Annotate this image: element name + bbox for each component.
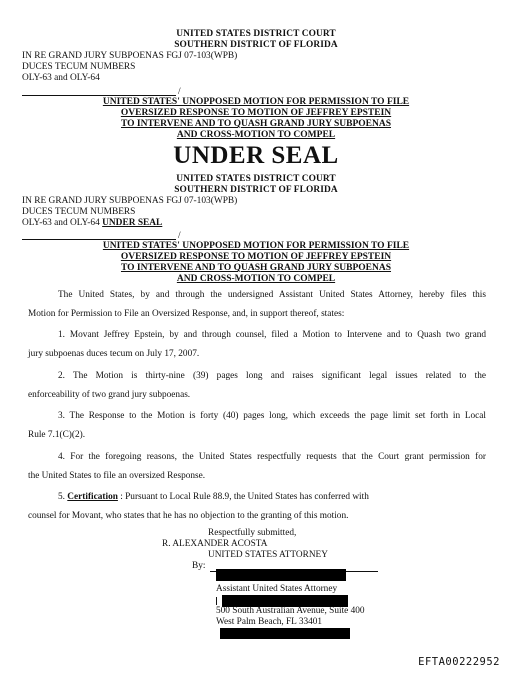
redaction-edge-mark: [216, 597, 218, 605]
paragraph-1-line2: jury subpoenas duces tecum on July 17, 2007.: [28, 349, 200, 359]
paragraph-3-line2: Rule 7.1(C)(2).: [28, 430, 86, 440]
court-name-line1-second: UNITED STATES DISTRICT COURT: [176, 174, 336, 184]
bates-number: EFTA00222952: [418, 656, 500, 668]
under-seal-label: UNDER SEAL: [102, 218, 163, 228]
paragraph-1-line1: 1. Movant Jeffrey Epstein, by and through counsel, filed a Motion to Intervene and to Quash two grand: [58, 330, 486, 340]
paragraph-5-text: : Pursuant to Local Rule 88.9, the United States has conferred with: [117, 492, 369, 502]
paragraph-5-line2: counsel for Movant, who states that he has no objection to the granting of this motion.: [28, 511, 349, 521]
case-caption-line3: OLY-63 and OLY-64: [22, 73, 100, 83]
case-caption-line2: DUCES TECUM NUMBERS: [22, 62, 136, 72]
paragraph-5-line1: [58, 492, 486, 502]
paragraph-4-line2: the United States to file an oversized Response.: [28, 471, 206, 481]
signature-address-line2: West Palm Beach, FL 33401: [216, 617, 323, 627]
court-name-line1: UNITED STATES DISTRICT COURT: [176, 29, 336, 39]
case-caption-line2-second: DUCES TECUM NUMBERS: [22, 207, 136, 217]
signature-by-label: By:: [192, 561, 206, 571]
intro-paragraph-line1: The United States, by and through the undersigned Assistant United States Attorney, hereby files this: [58, 290, 486, 300]
caption-slash: /: [178, 87, 181, 97]
paragraph-2-line1: 2. The Motion is thirty-nine (39) pages long and raises significant legal issues related to the: [58, 371, 486, 381]
intro-paragraph-line2: Motion for Permission to File an Oversized Response, and, in support thereof, states:: [28, 309, 345, 319]
redaction-bar-phone: [220, 628, 350, 639]
motion-title-line2-second: OVERSIZED RESPONSE TO MOTION OF JEFFREY EPSTEIN: [120, 252, 392, 262]
signature-closing: Respectfully submitted,: [208, 528, 297, 538]
signature-office: UNITED STATES ATTORNEY: [208, 550, 328, 560]
motion-title-line2: OVERSIZED RESPONSE TO MOTION OF JEFFREY EPSTEIN: [120, 108, 392, 118]
signature-title: Assistant United States Attorney: [216, 584, 338, 594]
court-district-line2-second: SOUTHERN DISTRICT OF FLORIDA: [174, 185, 338, 195]
caption-rule: [22, 95, 176, 96]
motion-title-line1: UNITED STATES' UNOPPOSED MOTION FOR PERMISSION TO FILE: [102, 97, 410, 107]
paragraph-5-number: 5.: [58, 492, 68, 502]
motion-title-line4-second: AND CROSS-MOTION TO COMPEL: [176, 274, 336, 284]
signature-name: R. ALEXANDER ACOSTA: [162, 539, 268, 549]
motion-title-line1-second: UNITED STATES' UNOPPOSED MOTION FOR PERMISSION TO FILE: [102, 241, 410, 251]
paragraph-2-line2: enforceability of two grand jury subpoenas.: [28, 390, 191, 400]
case-caption-line1-second: IN RE GRAND JURY SUBPOENAS FGJ 07-103(WPB): [22, 196, 238, 206]
court-district-line2: SOUTHERN DISTRICT OF FLORIDA: [174, 40, 338, 50]
case-caption-line3-prefix: OLY-63 and OLY-64: [22, 218, 103, 228]
paragraph-4-line1: 4. For the foregoing reasons, the United States respectfully requests that the Court grant permission for: [58, 452, 486, 462]
caption-rule-second: [22, 239, 176, 240]
under-seal-stamp: UNDER SEAL: [173, 142, 339, 169]
caption-slash-second: /: [178, 231, 181, 241]
case-caption-line3-second: [22, 218, 162, 228]
signature-address-line1: 500 South Australian Avenue, Suite 400: [216, 606, 365, 616]
motion-title-line3-second: TO INTERVENE AND TO QUASH GRAND JURY SUBPOENAS: [120, 263, 392, 273]
paragraph-3-line1: 3. The Response to the Motion is forty (40) pages long, which exceeds the page limit set forth in Local: [58, 411, 486, 421]
case-caption-line1: IN RE GRAND JURY SUBPOENAS FGJ 07-103(WPB): [22, 51, 238, 61]
redaction-bar-name: [216, 569, 346, 581]
certification-heading: Certification: [67, 492, 118, 502]
motion-title-line4: AND CROSS-MOTION TO COMPEL: [176, 130, 336, 140]
motion-title-line3: TO INTERVENE AND TO QUASH GRAND JURY SUBPOENAS: [120, 119, 392, 129]
